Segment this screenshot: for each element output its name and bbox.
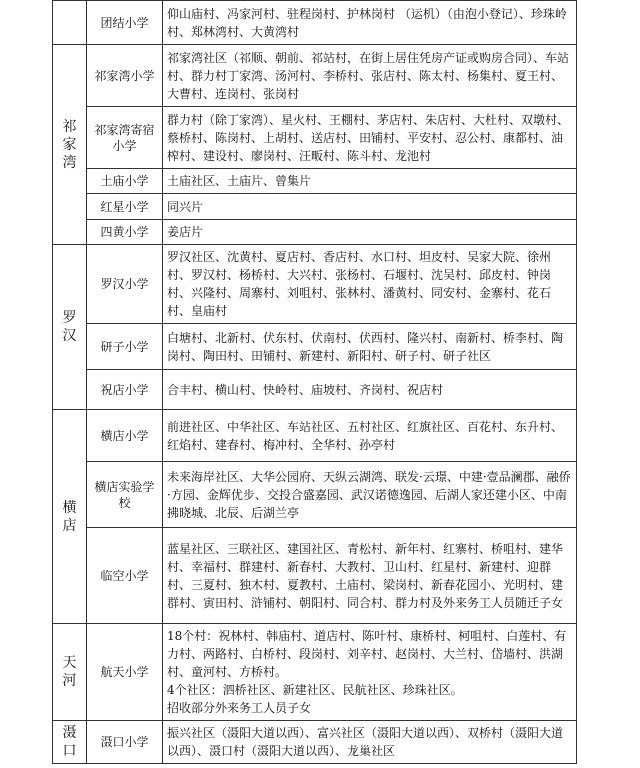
school-name: 航天小学 [87,624,163,721]
district-label: 罗汉 [62,310,77,344]
school-name: 红星小学 [87,194,163,220]
catchment-area: 白塘村、北新村、伏东村、伏南村、伏西村、隆兴村、南新村、桥李村、陶岗村、陶田村、田铺村、新建村、新阳村、研子村、研子社区 [163,324,577,370]
school-name: 滠口小学 [87,721,163,764]
table-row [53,324,577,370]
table-row [53,624,577,721]
catchment-line-villages: 18个村：祝林村、韩庙村、道店村、陈叶村、康桥村、柯咀村、白莲村、有力村、两路村、白桥村、段岗村、刘辛村、赵岗村、大兰村、岱墙村、洪湖村、童河村、方桥村。 [167,629,567,679]
table-row [53,370,577,410]
district-name [53,624,87,721]
school-name: 临空小学 [87,528,163,624]
district-name [53,245,87,410]
catchment-area: 姜店片 [163,220,577,245]
school-name: 祝店小学 [87,370,163,410]
catchment-area [163,624,577,721]
catchment-area: 合丰村、横山村、快岭村、庙坡村、齐岗村、祝店村 [163,370,577,410]
catchment-area: 群力村（除丁家湾）、星火村、王棚村、茅店村、朱店村、大杜村、双墩村、蔡桥村、陈岗村、上胡村、送店村、田铺村、平安村、忍公村、康都村、油榨村、建设村、廖岗村、汪畈村、陈斗村、龙池村 [163,107,577,169]
catchment-area: 未来海岸社区、大华公园府、天纵云湖湾、联发·云璟、中建·壹品澜郡、融侨·方园、金辉优步、交投合盛嘉园、武汉诺德逸园、后湖人家还建小区、中南拂晓城、北辰、后湖兰亭 [163,462,577,528]
school-name: 土庙小学 [87,169,163,194]
school-name: 横店小学 [87,410,163,462]
catchment-area: 仰山庙村、冯家河村、驻程岗村、护林岗村 （运机）（由泡小登记）、珍珠岭村、郑林湾村、大黄湾村 [163,1,577,45]
catchment-line-communities: 4个社区：泗桥社区、新建社区、民航社区、珍珠社区。 [167,683,463,697]
district-label: 滠口 [62,725,77,759]
school-zone-table [52,0,577,764]
table-row [53,107,577,169]
catchment-area: 同兴片 [163,194,577,220]
district-name [53,410,87,624]
table-row [53,721,577,764]
district-label: 横店 [62,499,77,534]
school-name: 祁家湾寄宿小学 [87,107,163,169]
catchment-line-migrant-note: 招收部分外来务工人员子女 [167,701,312,715]
school-name: 团结小学 [87,1,163,45]
catchment-area: 蓝星社区、三联社区、建国社区、青松村、新年村、红寨村、桥咀村、建华村、幸福村、群建村、新春村、大教村、卫山村、红星村、新建村、迎群村、三夏村、独木村、夏教村、土庙村、梁岗村、新春花园小、光明村、建群村、寅田村、浒铺村、朝阳村、同合村、群力村及外来务工人员随迁子女 [163,528,577,624]
table-row [53,528,577,624]
school-name: 横店实验学校 [87,462,163,528]
school-name: 研子小学 [87,324,163,370]
table-row [53,220,577,245]
table-row [53,462,577,528]
school-name: 四黄小学 [87,220,163,245]
district-name [53,45,87,245]
table-row [53,245,577,324]
catchment-area: 前进社区、中华社区、车站社区、五村社区、红旗社区、百花村、东升村、红焰村、建春村、梅冲村、全华村、孙亭村 [163,410,577,462]
table-row [53,45,577,107]
catchment-area: 振兴社区（滠阳大道以西）、富兴社区（滠阳大道以西）、双桥村（滠阳大道以西）、滠口村（滠阳大道以西）、龙巢社区 [163,721,577,764]
catchment-area: 祁家湾社区（祁顺、朝前、祁站村，在街上居住凭房产证或购房合同）、车站村、群力村丁家湾、汤河村、李桥村、张店村、陈太村、杨集村、夏王村、大曹村、连岗村、张岗村 [163,45,577,107]
district-name [53,721,87,764]
catchment-area: 土庙社区、土庙片、曾集片 [163,169,577,194]
district-cell-blank [53,1,87,45]
table-row [53,194,577,220]
catchment-area: 罗汉社区、沈黄村、夏店村、香店村、水口村、坦皮村、吴家大院、徐州村、罗汉村、杨桥村、大兴村、张杨村、石堰村、沈吴村、邱皮村、钟岗村、兴隆村、周寨村、刘咀村、张林村、潘黄村、同安村、金寨村、花石村、皇庙村 [163,245,577,324]
school-name: 罗汉小学 [87,245,163,324]
district-label: 天河 [62,655,77,689]
district-label: 祁家湾 [62,118,77,171]
school-name: 祁家湾小学 [87,45,163,107]
table-row [53,410,577,462]
table-row [53,1,577,45]
table-row [53,169,577,194]
